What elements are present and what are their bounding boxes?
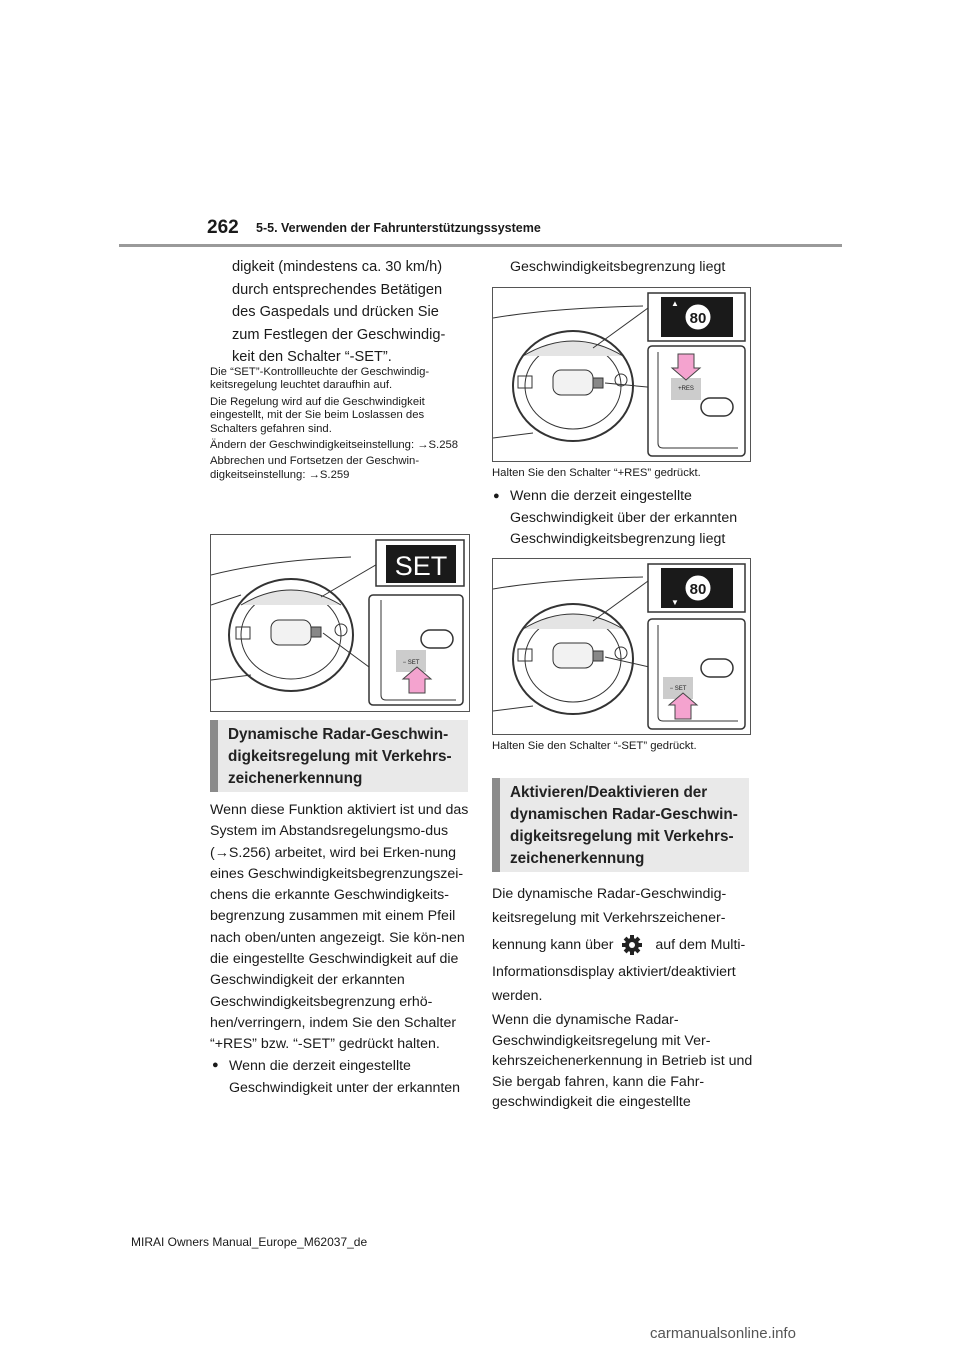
- body-line: Die dynamische Radar-Geschwindig-: [492, 886, 727, 902]
- header-rule: [119, 244, 842, 247]
- figure-caption: Halten Sie den Schalter “+RES” gedrückt.: [492, 467, 701, 479]
- figure-set-switch: [210, 534, 470, 712]
- body-text: [492, 882, 754, 1113]
- body-paragraph: Wenn die dynamische Radar-Geschwindigkeitsregelung mit Ver-kehrszeichenerkennung in Betrieb ist und Sie bergab fahren, kann die Fahr-geschwindigkeit die eingestellte: [492, 1012, 753, 1110]
- set-display-text: SET: [394, 551, 448, 581]
- body-line-part: kennung kann über: [492, 937, 614, 953]
- switch-label: − SET: [669, 686, 687, 692]
- figure-caption: Halten Sie den Schalter “-SET” gedrückt.: [492, 740, 697, 752]
- bullet-text: Wenn die derzeit eingestellte Geschwindigkeit über der erkannten Geschwindigkeitsbegrenzung liegt: [510, 488, 738, 547]
- watermark: carmanualsonline.info: [650, 1325, 796, 1342]
- body-line: werden.: [492, 988, 543, 1004]
- body-line-part: auf dem Multi-: [655, 937, 746, 953]
- bullet-continuation: Geschwindigkeitsbegrenzung liegt: [510, 259, 726, 275]
- speed-sign-value: 80: [689, 581, 707, 598]
- steering-wheel-illustration: [493, 559, 750, 734]
- figure-res-switch: [492, 287, 751, 462]
- intro-text: [232, 256, 472, 369]
- intro-line: keit den Schalter “-SET”.: [232, 349, 392, 365]
- up-arrow-icon: ▲: [671, 299, 679, 308]
- speed-sign-value: 80: [689, 310, 707, 327]
- notes: [210, 366, 468, 482]
- note: Abbrechen und Fortsetzen der Geschwin-digkeitseinstellung: →S.259: [210, 455, 420, 481]
- body-line: keitsregelung mit Verkehrszeichener-: [492, 910, 726, 926]
- heading-traffic-sign-recognition: Dynamische Radar-Geschwin-digkeitsregelung mit Verkehrs-zeichenerkennung: [210, 720, 468, 792]
- gear-icon: [621, 934, 647, 956]
- switch-label: +RES: [678, 386, 694, 392]
- page-number: 262: [207, 217, 239, 238]
- body-line: Informationsdisplay aktiviert/deaktiviert: [492, 964, 736, 980]
- note: Die “SET”-Kontrollleuchte der Geschwindig-keitsregelung leuchtet daraufhin auf.: [210, 366, 430, 392]
- steering-wheel-illustration: [493, 288, 750, 461]
- figure-set-switch-2: [492, 558, 751, 735]
- body-line: [492, 930, 754, 960]
- body-text: Wenn diese Funktion aktiviert ist und das System im Abstandsregelungsmo-dus (→S.256) arbeitet, wird bei Erken-nung eines Geschwindigkeitsbegrenzungszei-chens die erkannte Geschwindigkeits-begrenzung zusammen mit einem Pfeil nach oben/unten angezeigt. Sie kön-nen die eingestellte Geschwindigkeit auf die Geschwindigkeit der erkannten Geschwindigkeitsbegrenzung erhö-hen/verringern, indem Sie den Schalter “+RES” bzw. “-SET” gedrückt halten.: [210, 802, 469, 1053]
- heading-activate-deactivate: Aktivieren/Deaktivieren der dynamischen Radar-Geschwin-digkeitsregelung mit Verkehrs-zeichenerkennung: [492, 778, 749, 872]
- intro-line: des Gaspedals und drücken Sie: [232, 304, 439, 320]
- switch-label: − SET: [402, 660, 420, 666]
- intro-line: zum Festlegen der Geschwindig-: [232, 326, 446, 343]
- down-arrow-icon: ▼: [671, 598, 679, 607]
- section-title: 5-5. Verwenden der Fahrunterstützungssysteme: [256, 221, 541, 235]
- intro-line: durch entsprechendes Betätigen: [232, 281, 443, 298]
- intro-line: digkeit (mindestens ca. 30 km/h): [232, 259, 443, 275]
- bullet-text: Wenn die derzeit eingestellte Geschwindigkeit unter der erkannten: [229, 1058, 461, 1096]
- manual-id: MIRAI Owners Manual_Europe_M62037_de: [131, 1235, 368, 1249]
- note: Ändern der Geschwindigkeitseinstellung: →S.258: [210, 439, 459, 452]
- steering-wheel-illustration: [211, 535, 469, 711]
- note: Die Regelung wird auf die Geschwindigkeit eingestellt, mit der Sie beim Loslassen des Schalters gefahren sind.: [210, 395, 425, 435]
- bullet-dot: ●: [493, 490, 500, 502]
- bullet-dot: ●: [212, 1059, 219, 1071]
